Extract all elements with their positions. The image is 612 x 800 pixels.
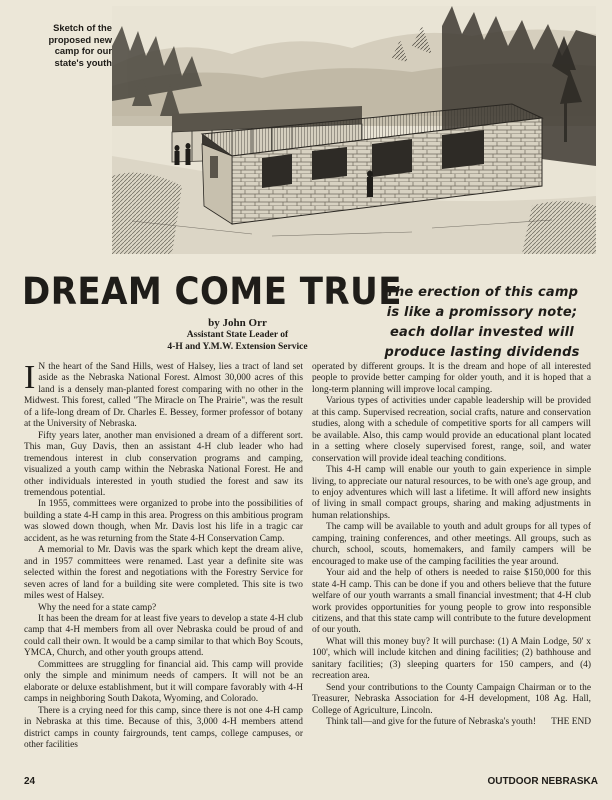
article-paragraph: The camp will be available to youth and adult groups for all types of camping, training conferences, and other meetings. All groups, such as church, school, scouts, homemakers, and family campers will be encouraged to make use of the camping facilities the year around. bbox=[312, 522, 591, 567]
article-paragraph: There is a crying need for this camp, since there is not one 4-H camp in Nebraska at this time. Because of this, 3,000 4-H members attend district camps in county fairgrounds, tent camps, college campuses, or other facilities bbox=[24, 705, 303, 750]
caption-line: Sketch of the bbox=[53, 22, 112, 33]
article-paragraph: A memorial to Mr. Davis was the spark which kept the dream alive, and in 1957 committees were renamed. Last year a definite site was selected within the forest and negotiations with the Forestry Service for seven acres of land for a building site were completed. This site is two miles west of Halsey. bbox=[24, 545, 303, 602]
article-paragraph: Various types of activities under capable leadership will be provided at this camp. Supervised recreation, social crafts, nature and conservation studies, along with a schedule of competitive sports for all campers will be available. Also, this camp would provide an educational plant located in a setting where closely supervised forest, range, soil, and water conservation will provide ideal teaching conditions. bbox=[312, 396, 591, 464]
article-column-right bbox=[312, 362, 591, 770]
end-mark: THE END bbox=[551, 717, 591, 728]
article-paragraph: What will this money buy? It will purchase: (1) A Main Lodge, 50' x 100', which will include kitchen and dining facilities; (2) bathhouse and sanitary facilities; (3) sleeping quarters for 150 campers, and (4) recreation area. bbox=[312, 636, 591, 682]
article-paragraph: This 4-H camp will enable our youth to gain experience in simple living, to appreciate our natural resources, to be with one's age group, and to enjoy adventures which will last a lifetime. It will afford new insights of living in small compact groups, sharing and making adjustments in human relationships. bbox=[312, 465, 591, 521]
article-paragraph: In 1955, committees were organized to probe into the possibilities of building a state 4-H camp in this area. Progress on this ambitious program was slowed down though, when Mr. Davis lost his life in a tragic car accident, as he was returning from the State 4-H Conservation Camp. bbox=[24, 499, 303, 544]
article-paragraph bbox=[24, 362, 303, 431]
page-footer bbox=[24, 776, 598, 787]
article-column-left bbox=[24, 362, 303, 770]
pull-quote-line: each dollar invested will bbox=[390, 325, 574, 340]
drop-cap: I bbox=[24, 362, 36, 396]
camp-sketch-illustration bbox=[112, 6, 596, 254]
article-paragraph: Send your contributions to the County Campaign Chairman or to the Treasurer, Nebraska Association for 4-H development, 108 Ag. Hall, College of Agriculture, Lincoln. bbox=[312, 682, 591, 716]
author-name: by John Orr bbox=[208, 317, 267, 329]
caption-line: proposed new bbox=[48, 33, 112, 45]
caption-line: camp for our bbox=[54, 45, 112, 57]
author-title: 4-H and Y.M.W. Extension Service bbox=[167, 341, 308, 352]
article-paragraph: Fifty years later, another man envisioned a dream of a different sort. This man, Guy Davis, then an assistant 4-H club leader who had tremendous interest in club conservation programs and camping, visualized a youth camp within the Nebraska National Forest. He and other individuals interested in youth studied the forest and saw its tremendous potential. bbox=[24, 430, 303, 498]
article-paragraph: operated by different groups. It is the dream and hope of all interested people to provide better camping for older youth, and it is hoped that a long-term planning will improve local camping. bbox=[312, 362, 591, 395]
article-paragraph: It has been the dream for at least five years to develop a state 4-H club camp that 4-H members from all over Nebraska could be proud of and could call their own. It would be a camp similar to that which Boy Scouts, YMCA, Church, and other youth groups attend. bbox=[24, 613, 303, 659]
article-paragraph: Committees are struggling for financial aid. This camp will provide only the simple and minimum needs of campers. It will not be an elaborate or deluxe establishment, but it will compare favorably with 4-H camps in neighboring South Dakota, Wyoming, and Colorado. bbox=[24, 659, 303, 705]
article-paragraph: Your aid and the help of others is needed to raise $150,000 for this state 4-H camp. This can be done if you and others believe that the future welfare of our youth warrants a small financial investment; that 4-H club work provides opportunities for young people to grow into responsible citizens, and that this state camp will contribute to the future development of our youth. bbox=[312, 568, 591, 636]
article-headline: DREAM COME TRUE bbox=[22, 270, 402, 313]
caption-line: state's youth bbox=[54, 56, 112, 68]
closing-text: Think tall—and give for the future of Nebraska's youth! bbox=[326, 717, 536, 728]
pull-quote-line: The erection of this camp bbox=[385, 285, 579, 300]
page-number: 24 bbox=[24, 776, 36, 787]
paragraph-text: N the heart of the Sand Hills, west of Halsey, lies a tract of land set aside as the Nebraska National Forest. Almost 30,000 acres of this land is a densely man-planted forest comparing with no other in the Midwest. This forest, called "The Miracle on The Prairie", was the result of a life-long dream of Dr. Charles E. Bessey, former professor of botany at the University of Nebraska. bbox=[24, 362, 303, 430]
closing-paragraph bbox=[312, 717, 591, 728]
pull-quote-line: is like a promissory note; bbox=[386, 305, 578, 320]
pull-quote-line: produce lasting dividends bbox=[384, 345, 580, 360]
byline bbox=[150, 316, 325, 353]
article-paragraph: Why the need for a state camp? bbox=[38, 602, 157, 613]
camp-sketch-drawing bbox=[112, 6, 596, 254]
pull-quote bbox=[364, 283, 600, 363]
magazine-name: OUTDOOR NEBRASKA bbox=[487, 776, 598, 787]
sketch-caption bbox=[16, 22, 112, 68]
author-title: Assistant State Leader of bbox=[186, 330, 289, 340]
